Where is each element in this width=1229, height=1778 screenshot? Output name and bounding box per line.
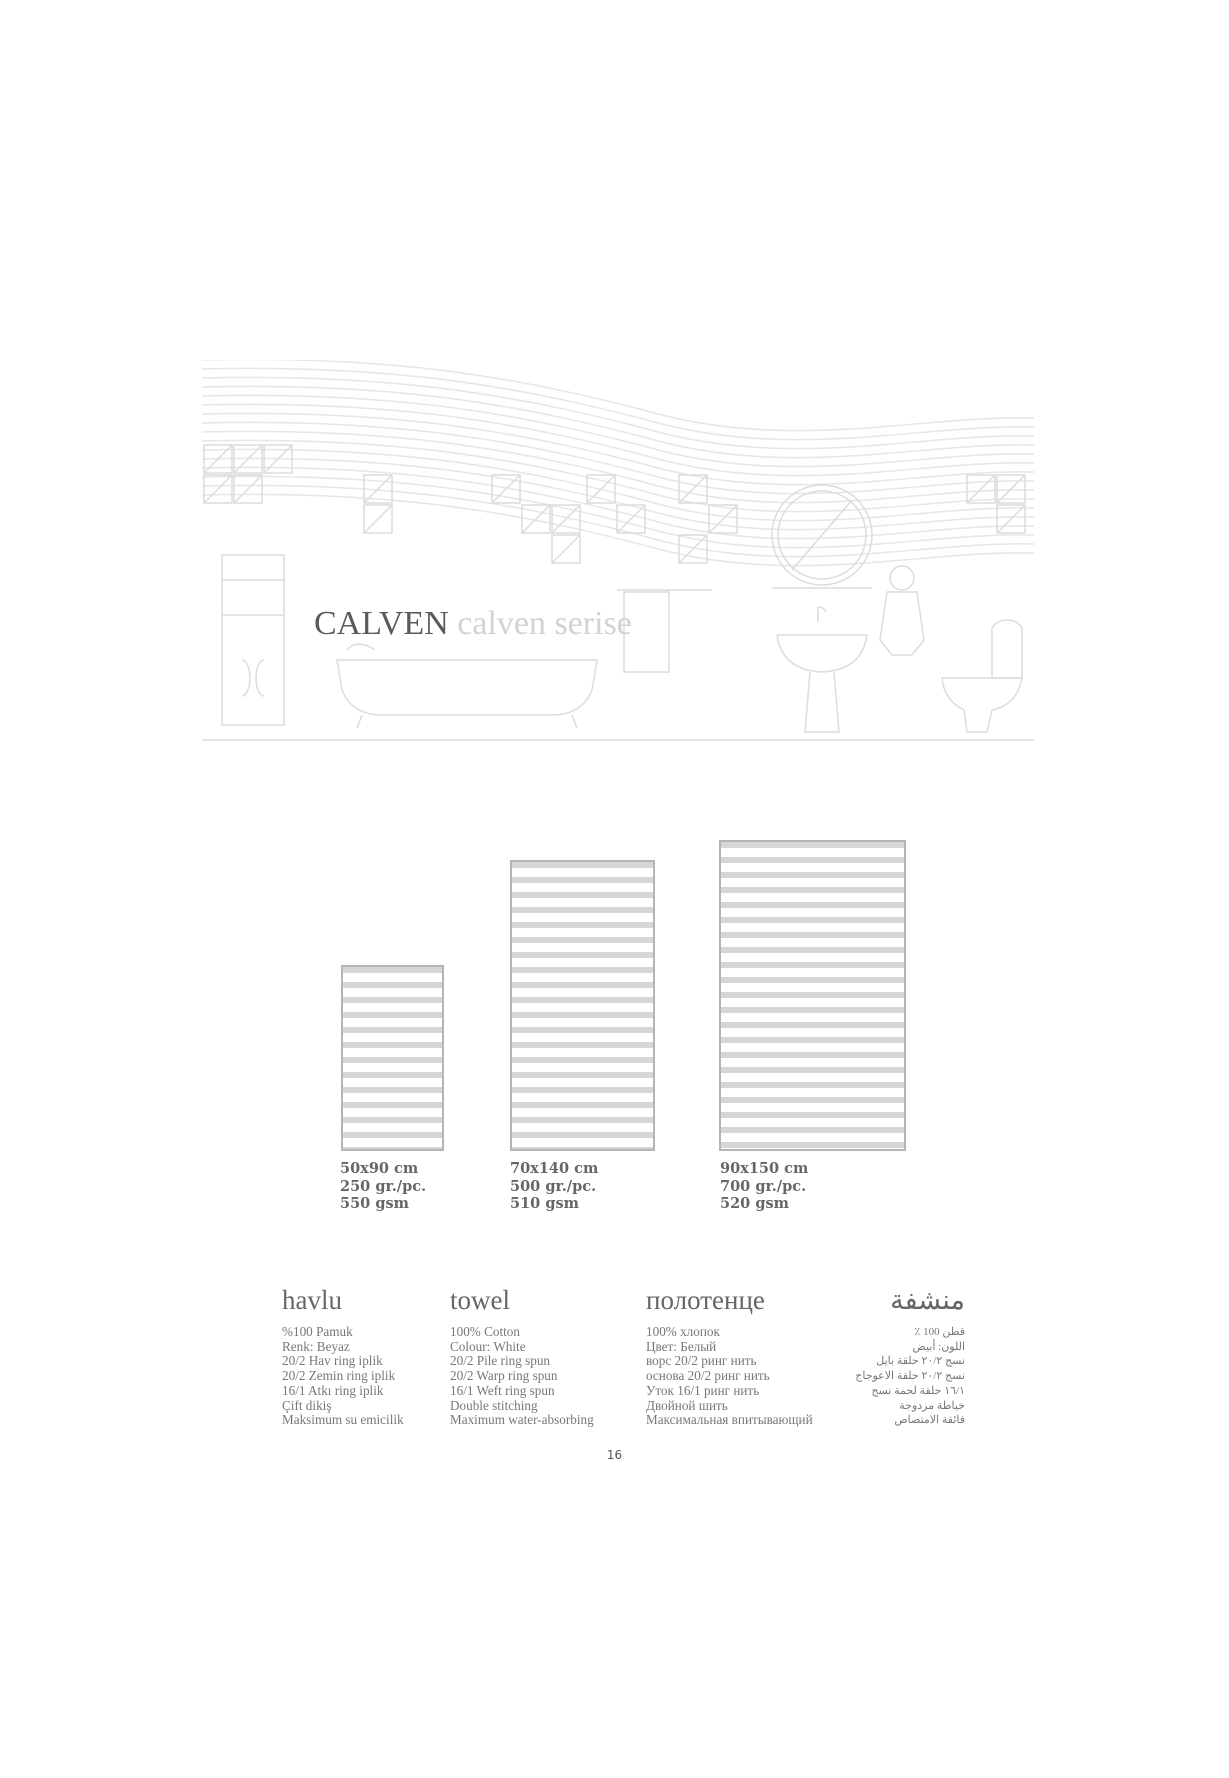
description-item: 16/1 Atkı ring iplik: [282, 1382, 384, 1398]
description-item: نسج ٢٠/٢ حلقة بايل: [876, 1355, 965, 1368]
spec-density: 510 gsm: [510, 1195, 579, 1212]
description-item: 20/2 Zemin ring iplik: [282, 1368, 396, 1384]
description-item: основа 20/2 ринг нить: [646, 1368, 770, 1384]
description-item: 20/2 Warp ring spun: [450, 1368, 558, 1384]
description-turkish: [282, 1285, 404, 1428]
description-item: اللون: أبيض: [912, 1340, 965, 1353]
description-item: قطن 100 ٪: [914, 1326, 965, 1338]
description-item: Цвет: Белый: [646, 1338, 717, 1354]
spec-density: 550 gsm: [340, 1195, 409, 1212]
towel-illustration-large: [719, 840, 906, 1151]
description-arabic: [855, 1285, 965, 1428]
description-item: Çift dikiş: [282, 1397, 332, 1413]
series-title: [314, 607, 632, 641]
description-english: [450, 1285, 594, 1428]
description-item: نسج ٢٠/٢ حلقة الاعوجاج: [855, 1370, 965, 1383]
description-item: Double stitching: [450, 1397, 538, 1413]
description-item: Уток 16/1 ринг нить: [646, 1382, 760, 1398]
description-title: havlu: [282, 1285, 342, 1315]
description-item: Maksimum su emicilik: [282, 1412, 404, 1428]
product-spec: [340, 1160, 426, 1213]
description-item: Renk: Beyaz: [282, 1338, 350, 1354]
spec-size: 90x150 cm: [720, 1160, 809, 1177]
description-item: فائقة الامتصاص: [894, 1414, 965, 1427]
bathroom-illustration: [202, 360, 1034, 745]
series-subtitle: calven serise: [457, 605, 632, 642]
description-item: Maximum water-absorbing: [450, 1412, 594, 1428]
series-brand: CALVEN: [314, 605, 449, 642]
description-item: Максимальная впитывающий: [646, 1412, 813, 1428]
description-item: %100 Pamuk: [282, 1324, 353, 1339]
description-title: towel: [450, 1285, 510, 1315]
towel-illustration-small: [341, 965, 444, 1151]
spec-weight: 250 gr./pc.: [340, 1177, 427, 1195]
description-item: Двойной шить: [646, 1397, 728, 1413]
product-spec: [720, 1160, 808, 1213]
product-spec: [510, 1160, 598, 1213]
description-item: ١٦/١ حلقة لحمة نسج: [871, 1384, 965, 1397]
description-item: 20/2 Pile ring spun: [450, 1353, 551, 1369]
description-item: 16/1 Weft ring spun: [450, 1382, 555, 1398]
spec-weight: 500 gr./pc.: [510, 1177, 597, 1195]
spec-size: 70x140 cm: [510, 1160, 599, 1177]
description-item: 20/2 Hav ring iplik: [282, 1353, 383, 1369]
spec-weight: 700 gr./pc.: [720, 1177, 807, 1195]
description-item: ворс 20/2 ринг нить: [646, 1353, 757, 1369]
description-title: منشفة: [890, 1285, 965, 1315]
page-number: 16: [606, 1448, 623, 1462]
spec-size: 50x90 cm: [340, 1160, 419, 1177]
spec-density: 520 gsm: [720, 1195, 789, 1212]
description-item: Colour: White: [450, 1338, 526, 1354]
description-item: 100% хлопок: [646, 1324, 720, 1339]
description-item: 100% Cotton: [450, 1324, 520, 1339]
description-russian: [646, 1285, 813, 1428]
description-title: полотенце: [646, 1285, 765, 1315]
towel-illustration-medium: [510, 860, 655, 1151]
description-item: خياطة مزدوجة: [899, 1399, 965, 1412]
